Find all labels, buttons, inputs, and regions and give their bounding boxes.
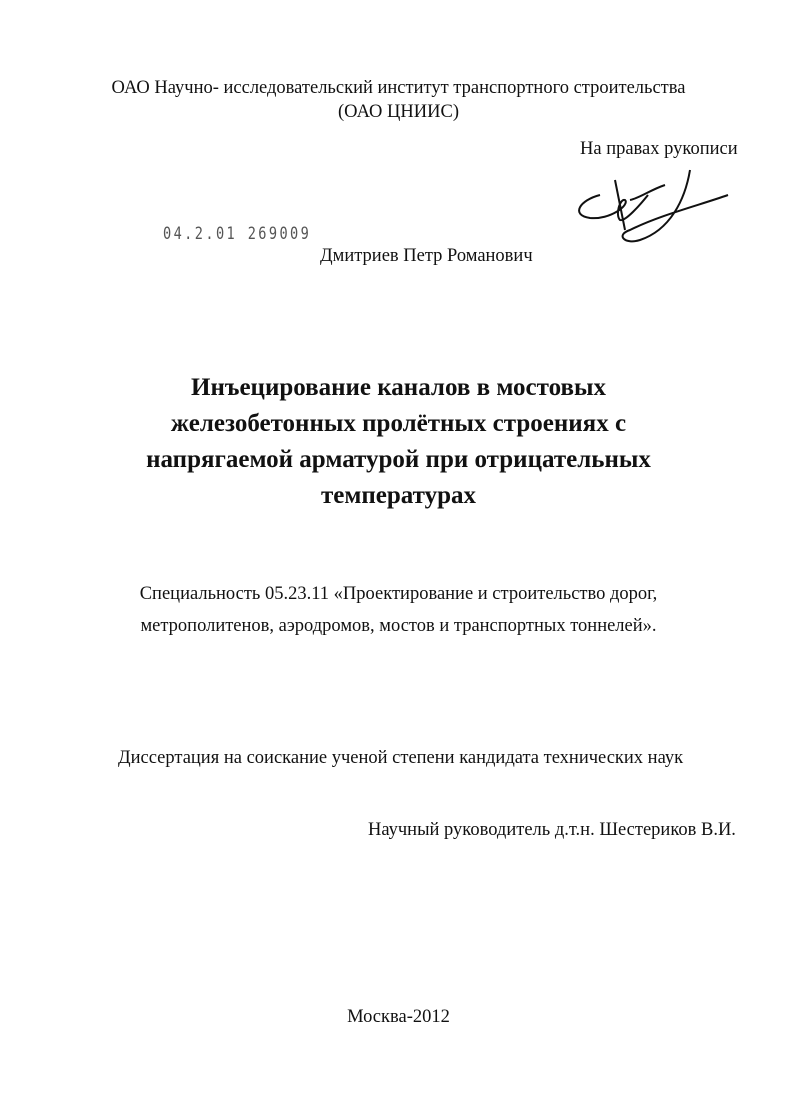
title-line: железобетонных пролётных строениях с — [170, 410, 627, 437]
dissertation-title — [0, 370, 797, 514]
signature-icon — [570, 160, 730, 250]
degree-statement: Диссертация на соискание ученой степени кандидата технических наук — [118, 748, 684, 768]
manuscript-note: На правах рукописи — [580, 139, 738, 159]
registration-stamp: 04.2.01 269009 — [163, 224, 312, 244]
title-line: напрягаемой арматурой при отрицательных — [146, 446, 651, 473]
title-line: температурах — [320, 482, 477, 509]
author-name: Дмитриев Петр Романович — [320, 246, 533, 266]
supervisor: Научный руководитель д.т.н. Шестериков В.И. — [368, 820, 736, 840]
city-year: Москва-2012 — [347, 1007, 450, 1027]
specialty-line: метрополитенов, аэродромов, мостов и транспортных тоннелей». — [140, 616, 657, 636]
title-line: Инъецирование каналов в мостовых — [191, 374, 606, 401]
organization-short: (ОАО ЦНИИС) — [338, 102, 459, 122]
specialty — [0, 578, 797, 642]
specialty-line: Специальность 05.23.11 «Проектирование и строительство дорог, — [139, 584, 658, 604]
organization-name: ОАО Научно- исследовательский институт транспортного строительства — [111, 78, 686, 98]
